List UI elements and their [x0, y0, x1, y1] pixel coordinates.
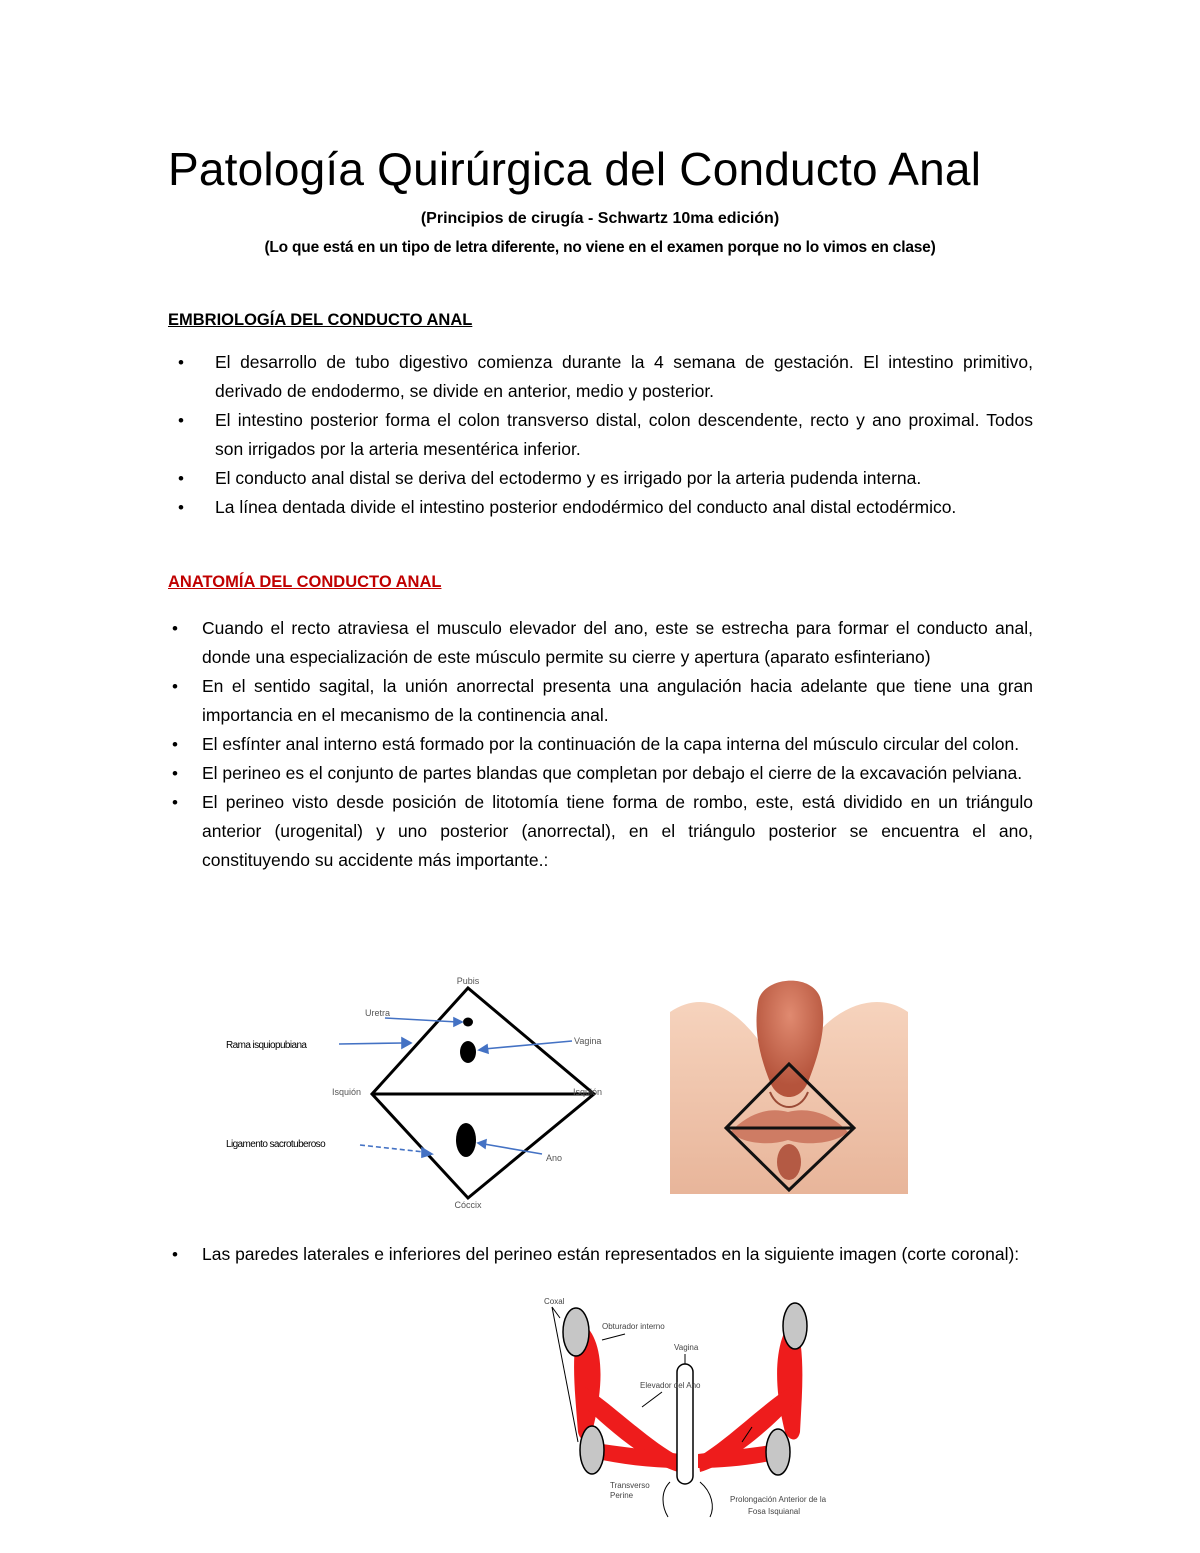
- coxal-left-top: [563, 1308, 589, 1356]
- page-title: Patología Quirúrgica del Conducto Anal: [168, 143, 982, 195]
- label-transverso-2: Perine: [610, 1491, 634, 1500]
- anus-area: [777, 1144, 801, 1180]
- label-pubis: Pubis: [456, 976, 480, 986]
- page-subtitle: (Principios de cirugía - Schwartz 10ma edición): [420, 210, 780, 227]
- label-prolongacion-2: Fosa Isquianal: [748, 1507, 801, 1516]
- list-item: • El esfínter anal interno está formado por la continuación de la capa interna del músculo circular del colon.: [202, 730, 1033, 759]
- list-item: • El perineo visto desde posición de litotomía tiene forma de rombo, este, está dividido en un triángulo anterior (urogenital) y uno posterior (anorrectal), en el triángulo posterior se encuentra el ano, constituyendo su accidente más importante.:: [202, 788, 1033, 875]
- label-coccix: Cóccix: [454, 1200, 482, 1210]
- coxal-left-bottom: [580, 1426, 604, 1474]
- label-isquion-left: Isquión: [332, 1087, 362, 1097]
- label-vagina: Vagina: [674, 1343, 699, 1352]
- section-heading-embriologia: EMBRIOLOGÍA DEL CONDUCTO ANAL: [168, 311, 473, 329]
- embriologia-list: [215, 348, 1033, 522]
- list-item: • La línea dentada divide el intestino posterior endodérmico del conducto anal distal ectodérmico.: [215, 493, 1033, 522]
- anatomia-list-continued: [202, 1240, 1033, 1269]
- anus-mark: [456, 1123, 476, 1157]
- page-note: (Lo que está en un tipo de letra diferente, no viene en el examen porque no lo vimos en clase): [264, 239, 936, 256]
- label-obturador: Obturador interno: [602, 1322, 665, 1331]
- anatomia-list: [202, 614, 1033, 875]
- perineum-photo-figure: [670, 972, 908, 1194]
- list-item: • En el sentido sagital, la unión anorrectal presenta una angulación hacia adelante que tiene una gran importancia en el mecanismo de la continencia anal.: [202, 672, 1033, 730]
- label-rama: Rama isquiopubiana: [226, 1040, 307, 1051]
- perineum-rhombus-figure: [222, 970, 642, 1215]
- coxal-right-bottom: [766, 1429, 790, 1475]
- section-heading-anatomia: ANATOMÍA DEL CONDUCTO ANAL: [168, 573, 442, 591]
- label-coxal: Coxal: [544, 1297, 565, 1306]
- list-item: • El conducto anal distal se deriva del ectodermo y es irrigado por la arteria pudenda interna.: [215, 464, 1033, 493]
- coronal-section-figure: [530, 1292, 840, 1522]
- list-item: • Las paredes laterales e inferiores del perineo están representados en la siguiente imagen (corte coronal):: [202, 1240, 1033, 1269]
- vagina-mark: [460, 1041, 476, 1063]
- label-vagina: Vagina: [574, 1036, 602, 1046]
- coxal-right-top: [783, 1303, 807, 1349]
- label-elevador: Elevador del Ano: [640, 1381, 701, 1390]
- list-item: • Cuando el recto atraviesa el musculo elevador del ano, este se estrecha para formar el conducto anal, donde una especialización de este músculo permite su cierre y apertura (aparato esfinteriano): [202, 614, 1033, 672]
- list-item: • El intestino posterior forma el colon transverso distal, colon descendente, recto y ano proximal. Todos son irrigados por la arteria mesentérica inferior.: [215, 406, 1033, 464]
- list-item: • El desarrollo de tubo digestivo comienza durante la 4 semana de gestación. El intestino primitivo, derivado de endodermo, se divide en anterior, medio y posterior.: [215, 348, 1033, 406]
- label-ano: Ano: [546, 1153, 563, 1163]
- label-ligamento: Ligamento sacrotuberoso: [226, 1139, 326, 1150]
- label-isquion-right: Isquión: [573, 1087, 603, 1097]
- label-prolongacion-1: Prolongación Anterior de la: [730, 1495, 827, 1504]
- urethra-mark: [463, 1018, 473, 1027]
- list-item: • El perineo es el conjunto de partes blandas que completan por debajo el cierre de la excavación pelviana.: [202, 759, 1033, 788]
- label-uretra: Uretra: [365, 1008, 391, 1018]
- label-transverso-1: Transverso: [610, 1481, 650, 1490]
